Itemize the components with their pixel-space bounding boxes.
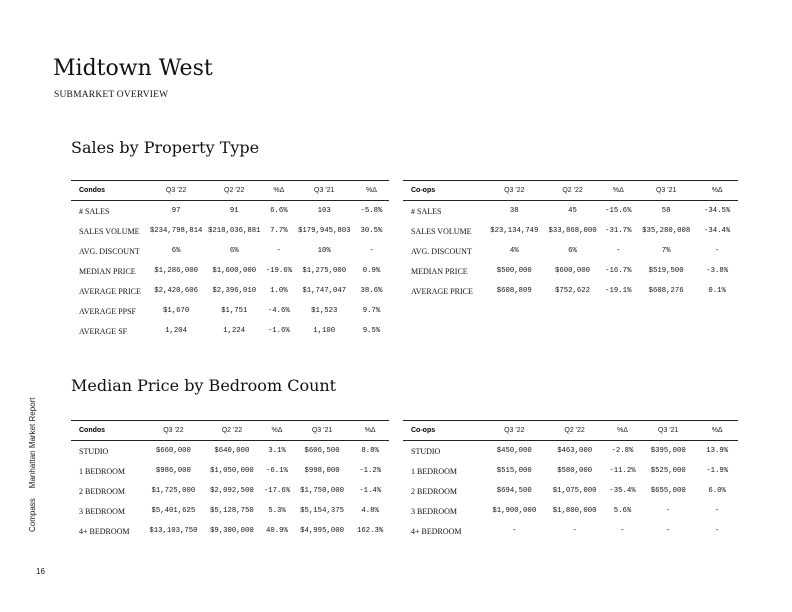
table-row [71,221,389,241]
cell: $600,000 [555,267,591,275]
side-report-label [28,387,37,532]
table-body [403,201,738,302]
cell: - [666,527,671,535]
cell: $2,092,500 [210,487,254,495]
cell: $1,600,000 [212,267,257,275]
row-label: AVG. DISCOUNT [79,246,140,256]
row-label: AVERAGE PRICE [79,286,141,296]
bedroom-coops-header [403,421,738,441]
bedroom-coops-table [403,420,738,541]
cell: $13,103,750 [149,527,198,535]
col-header: Q2 '22 [544,421,604,441]
cell: - [666,507,671,515]
cell: $35,280,008 [642,227,691,235]
table-row [403,521,738,541]
cell: 1,224 [223,327,246,335]
cell: $1,286,000 [154,267,199,275]
bedroom-coops-label: Co-ops [403,421,484,441]
cell: 97 [171,207,181,215]
cell: 3.1% [268,447,286,455]
cell: -3.8% [706,267,729,275]
col-header: %Δ [263,181,294,201]
cell: $179,945,803 [297,227,351,235]
cell: 30.5% [360,227,383,235]
cell: -15.6% [605,207,632,215]
cell: 1,100 [313,327,336,335]
row-label: # SALES [411,206,442,216]
cell: - [512,527,517,535]
col-header: Q3 '21 [636,181,696,201]
cell: -1.6% [267,327,290,335]
col-header: %Δ [696,181,738,201]
cell: $500,000 [496,267,532,275]
cell: $1,075,000 [552,487,597,495]
cell: 7.7% [270,227,288,235]
cell: -5.8% [360,207,383,215]
table-row [403,221,738,241]
cell: 13.9% [706,447,729,455]
cell: -6.1% [266,467,288,475]
cell: $4,995,000 [300,527,344,535]
cell: $640,000 [214,447,250,455]
cell: $1,523 [311,307,338,315]
table-body [71,201,389,342]
row-label: 3 BEDROOM [79,506,126,516]
table-row [403,461,738,481]
col-header: Q3 '22 [484,181,544,201]
sales-condos-header [71,181,389,201]
table-row [403,441,738,462]
cell: 9.5% [362,327,381,335]
cell: -34.4% [704,227,731,235]
cell: -19.1% [605,287,632,295]
cell: $450,000 [496,447,532,455]
cell: 38 [509,207,519,215]
row-label: AVERAGE PRICE [411,286,473,296]
col-header: Q2 '22 [205,181,263,201]
cell: - [620,527,625,535]
cell: $234,798,814 [149,227,203,235]
col-header: Q3 '21 [640,421,696,441]
col-header: %Δ [601,181,636,201]
sales-coops-label: Co-ops [403,181,484,201]
table-row [71,261,389,281]
cell: $2,396,010 [212,287,257,295]
table-row [71,241,389,261]
cell: $1,050,000 [210,467,254,475]
table-row [71,521,389,541]
cell: -34.5% [704,207,731,215]
cell: 9.7% [362,307,381,315]
row-label: # SALES [79,206,110,216]
cell: $986,000 [155,467,191,475]
table-body [71,441,389,542]
cell: 6.6% [270,207,288,215]
cell: 0.1% [708,287,726,295]
cell: - [714,527,720,535]
cell: $519,500 [648,267,684,275]
cell: -35.4% [609,487,636,495]
table-row [403,261,738,281]
cell: 5.3% [268,507,286,515]
row-label: 3 BEDROOM [411,506,458,516]
row-label: AVG. DISCOUNT [411,246,472,256]
cell: $33,868,000 [548,227,597,235]
cell: 103 [317,207,331,215]
sales-section-title: Sales by Property Type [71,138,260,157]
cell: -1.4% [359,487,382,495]
sales-coops-table [403,180,738,301]
col-header: Q2 '22 [544,181,600,201]
cell: $9,300,000 [210,527,254,535]
cell: -17.6% [263,487,291,495]
col-header: %Δ [261,421,293,441]
page-number: 16 [36,567,45,576]
table-row [71,301,389,321]
row-label: AVERAGE SF [79,326,128,336]
cell: $1,900,000 [492,507,537,515]
cell: 5.6% [613,507,632,515]
row-label: 4+ BEDROOM [79,526,130,536]
cell: $2,420,606 [154,287,199,295]
row-label: MEDIAN PRICE [79,266,136,276]
page-subtitle: SUBMARKET OVERVIEW [54,90,169,100]
cell: - [714,507,720,515]
cell: 45 [568,207,577,215]
table-row [403,241,738,261]
cell: $5,128,750 [210,507,254,515]
cell: $752,622 [555,287,591,295]
bedroom-section-title: Median Price by Bedroom Count [71,376,337,395]
cell: $608,809 [496,287,532,295]
cell: 38.6% [360,287,383,295]
cell: 6% [568,247,577,255]
cell: $515,000 [496,467,532,475]
cell: 6.0% [708,487,726,495]
bedroom-condos-header [71,421,389,441]
cell: -2.8% [611,447,634,455]
cell: $218,036,881 [207,227,261,235]
cell: 6% [229,247,239,255]
table-row [403,501,738,521]
bedroom-condos-label: Condos [71,421,144,441]
row-label: STUDIO [79,446,109,456]
row-label: 2 BEDROOM [79,486,126,496]
cell: 8.8% [361,447,379,455]
sales-condos-table [71,180,389,341]
col-header: Q3 '22 [144,421,203,441]
table-row [71,201,389,222]
side-brand: Compass [28,498,37,532]
col-header: %Δ [696,421,738,441]
cell: $1,747,047 [302,287,347,295]
col-header: Q3 '21 [294,181,354,201]
table-row [71,441,389,462]
cell: $5,401,625 [151,507,196,515]
cell: $395,000 [650,447,686,455]
cell: 91 [229,207,239,215]
cell: -19.6% [265,267,292,275]
row-label: 2 BEDROOM [411,486,458,496]
cell: 58 [661,207,671,215]
cell: - [714,247,720,255]
cell: $1,750,000 [300,487,344,495]
row-label: 1 BEDROOM [411,466,458,476]
cell: $655,000 [650,487,686,495]
cell: $463,000 [557,447,593,455]
cell: 1,204 [165,327,188,335]
cell: $1,275,000 [302,267,347,275]
cell: $1,670 [162,307,190,315]
cell: - [572,527,577,535]
cell: $608,276 [648,287,684,295]
cell: 0.9% [362,267,381,275]
cell: -16.7% [605,267,632,275]
cell: $23,134,749 [490,227,539,235]
table-row [71,321,389,341]
cell: 6% [171,247,181,255]
sales-condos-label: Condos [71,181,147,201]
cell: $1,725,000 [151,487,196,495]
cell: -31.7% [605,227,632,235]
table-row [71,501,389,521]
cell: $1,751 [221,307,248,315]
cell: $5,154,375 [300,507,344,515]
table-row [403,481,738,501]
col-header: Q2 '22 [203,421,262,441]
table-row [71,461,389,481]
cell: - [369,247,374,255]
cell: 40.9% [266,527,288,535]
row-label: SALES VOLUME [79,226,140,236]
cell: $606,500 [304,447,340,455]
row-label: STUDIO [411,446,441,456]
cell: - [276,247,282,255]
cell: 162.3% [357,527,384,535]
row-label: MEDIAN PRICE [411,266,468,276]
cell: 7% [661,247,671,255]
col-header: %Δ [605,421,640,441]
cell: - [616,247,621,255]
col-header: Q3 '22 [484,421,544,441]
row-label: AVERAGE PPSF [79,306,136,316]
table-row [403,201,738,222]
table-row [71,281,389,301]
cell: -4.6% [267,307,290,315]
cell: -1.9% [706,467,729,475]
cell: $998,000 [304,467,340,475]
cell: $1,800,000 [552,507,597,515]
sales-coops-header [403,181,738,201]
table-row [403,281,738,301]
table-body [403,441,738,542]
bedroom-condos-table [71,420,389,541]
col-header: %Δ [351,421,389,441]
col-header: Q3 '21 [293,421,352,441]
cell: $580,000 [557,467,593,475]
cell: 4% [509,247,519,255]
row-label: 1 BEDROOM [79,466,126,476]
cell: 4.8% [361,507,379,515]
page-title: Midtown West [53,56,213,81]
col-header: Q3 '22 [147,181,205,201]
cell: $660,000 [155,447,191,455]
cell: -1.2% [359,467,382,475]
cell: $694,500 [496,487,532,495]
row-label: 4+ BEDROOM [411,526,462,536]
cell: 10% [317,247,331,255]
cell: -11.2% [609,467,636,475]
cell: 1.0% [270,287,288,295]
side-report-title: Manhattan Market Report [28,397,37,489]
row-label: SALES VOLUME [411,226,472,236]
table-row [71,481,389,501]
col-header: %Δ [354,181,389,201]
cell: $525,000 [650,467,686,475]
